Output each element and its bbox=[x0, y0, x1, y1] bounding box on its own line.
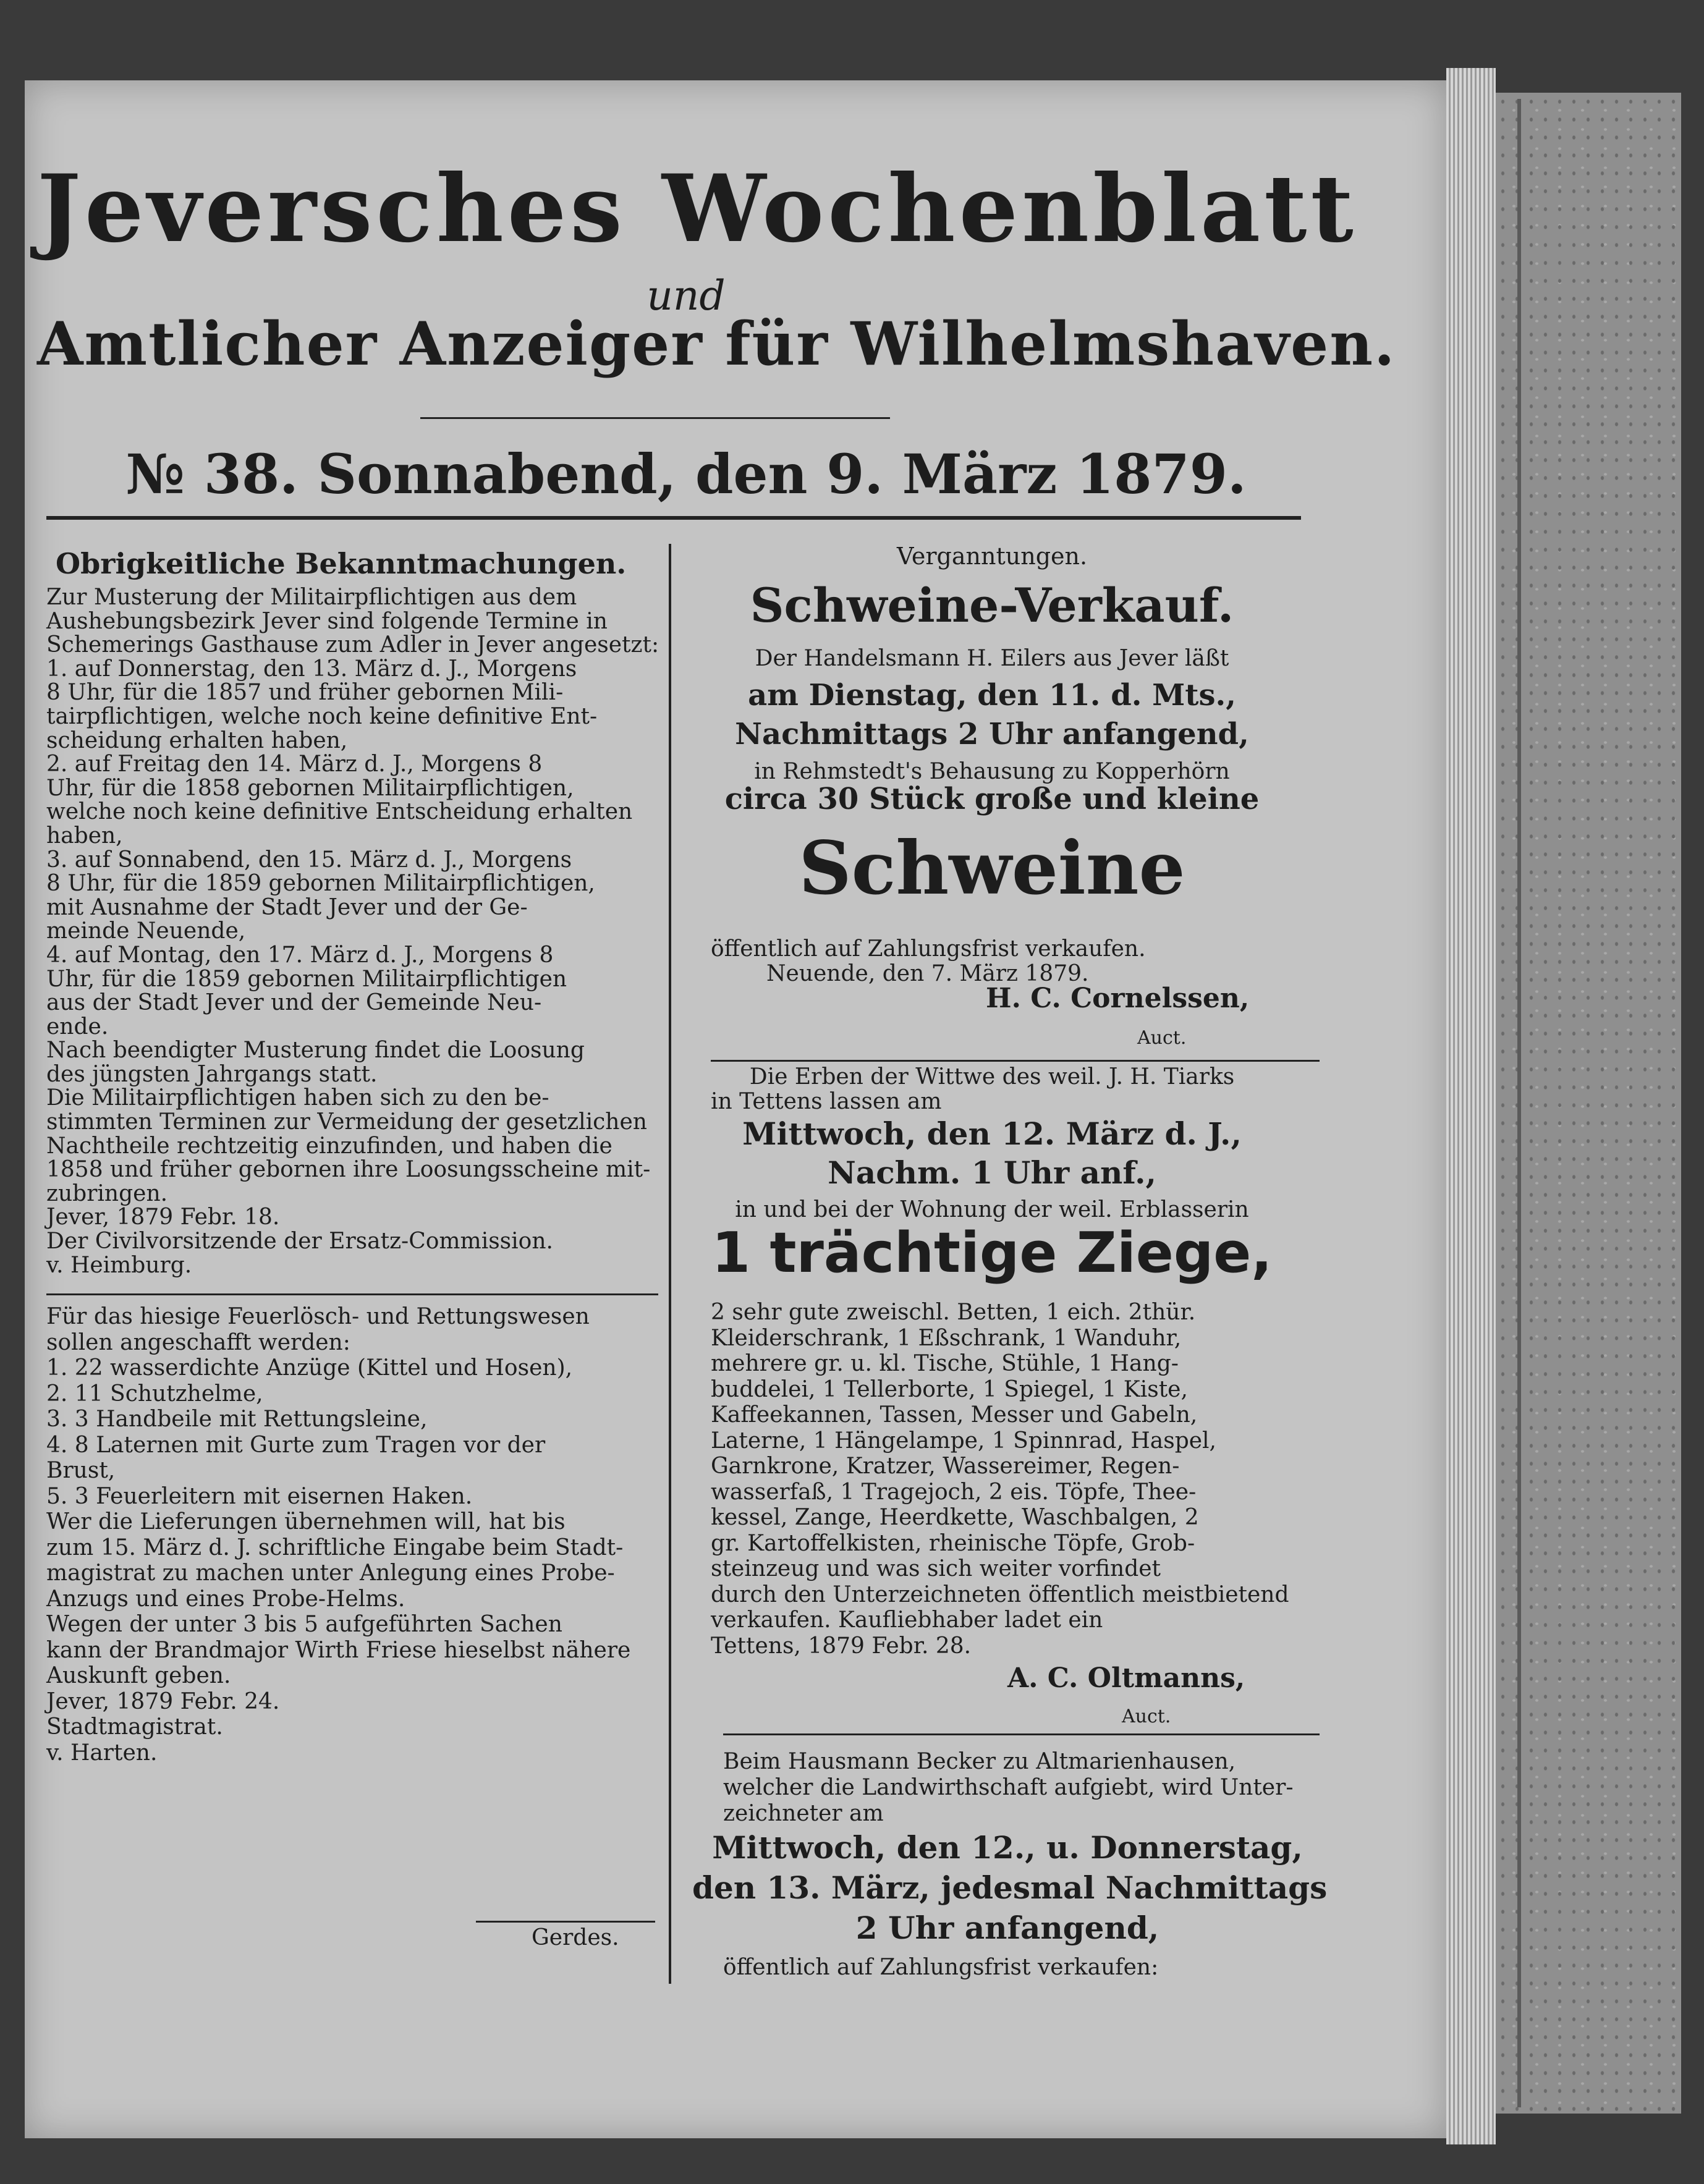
ad2-body-line: buddelei, 1 Tellerborte, 1 Spiegel, 1 Kiste, bbox=[711, 1376, 1188, 1402]
ad2-body-line: mehrere gr. u. kl. Tische, Stühle, 1 Hang- bbox=[711, 1351, 1179, 1376]
notice-line: ende. bbox=[46, 1014, 109, 1039]
ad2-line: in und bei der Wohnung der weil. Erblasserin bbox=[735, 1197, 1249, 1222]
ad1-line: öffentlich auf Zahlungsfrist verkaufen. bbox=[711, 936, 1146, 962]
notice-line: Nachtheile rechtzeitig einzufinden, und haben die bbox=[46, 1133, 613, 1159]
ad2-body-line: Tettens, 1879 Febr. 28. bbox=[711, 1633, 972, 1659]
left-separator bbox=[46, 1293, 658, 1295]
notice-line: welche noch keine definitive Entscheidung erhalten bbox=[46, 799, 633, 825]
ad1-line: am Dienstag, den 11. d. Mts., bbox=[748, 678, 1236, 713]
notice-line: 4. auf Montag, den 17. März d. J., Morgens 8 bbox=[46, 942, 554, 968]
notice-line: 1. 22 wasserdichte Anzüge (Kittel und Hosen), bbox=[46, 1355, 573, 1381]
notice-line: tairpflichtigen, welche noch keine definitive Ent- bbox=[46, 703, 598, 729]
ad2-body-line: kessel, Zange, Heerdkette, Waschbalgen, 2 bbox=[711, 1505, 1199, 1530]
ad3-line: öffentlich auf Zahlungsfrist verkaufen: bbox=[723, 1955, 1159, 1980]
notice-line: 8 Uhr, für die 1859 gebornen Militairpflichtigen, bbox=[46, 871, 595, 897]
notice-line: mit Ausnahme der Stadt Jever und der Ge- bbox=[46, 894, 528, 920]
ad2-line: Die Erben der Wittwe des weil. J. H. Tiarks bbox=[749, 1064, 1235, 1090]
notice-line: Stadtmagistrat. bbox=[46, 1714, 223, 1740]
notice-line: 1. auf Donnerstag, den 13. März d. J., Morgens bbox=[46, 656, 577, 682]
masthead-und: und bbox=[646, 272, 726, 320]
ad2-line: in Tettens lassen am bbox=[711, 1089, 942, 1114]
right-separator-2 bbox=[723, 1733, 1320, 1735]
column-divider bbox=[669, 544, 671, 1984]
notice-line: 2. auf Freitag den 14. März d. J., Morgens 8 bbox=[46, 751, 543, 777]
notice-line: zum 15. März d. J. schriftliche Eingabe beim Stadt- bbox=[46, 1534, 624, 1560]
notice-line: scheidung erhalten haben, bbox=[46, 727, 348, 753]
notice-line: des jüngsten Jahrgangs statt. bbox=[46, 1061, 378, 1087]
masthead-rule bbox=[420, 417, 890, 419]
ad2-body bbox=[711, 1300, 1323, 1659]
signature-rule bbox=[476, 1921, 655, 1923]
ad3-line: Beim Hausmann Becker zu Altmarienhausen, bbox=[723, 1749, 1236, 1774]
ad2-body-line: durch den Unterzeichneten öffentlich meistbietend bbox=[711, 1581, 1289, 1607]
notice-line: zubringen. bbox=[46, 1180, 168, 1206]
issue-line: № 38. Sonnabend, den 9. März 1879. bbox=[125, 442, 1247, 506]
ad2-headline: 1 trächtige Ziege, bbox=[711, 1221, 1273, 1285]
notice-line: Für das hiesige Feuerlösch- und Rettungswesen bbox=[46, 1304, 590, 1329]
left-heading: Obrigkeitliche Bekanntmachungen. bbox=[56, 547, 627, 580]
notice-line: Uhr, für die 1859 gebornen Militairpflichtigen bbox=[46, 966, 567, 992]
notice-line: kann der Brandmajor Wirth Friese hieselbst nähere bbox=[46, 1637, 631, 1663]
notice-line: meinde Neuende, bbox=[46, 918, 246, 944]
notice-line: haben, bbox=[46, 823, 123, 849]
notice-line: 2. 11 Schutzhelme, bbox=[46, 1381, 263, 1407]
notice-musterung bbox=[46, 585, 659, 1278]
ad2-signer-title: Auct. bbox=[1122, 1706, 1171, 1727]
ad1-line: Der Handelsmann H. Eilers aus Jever läßt bbox=[755, 646, 1229, 671]
ad1-signer: H. C. Cornelssen, bbox=[986, 983, 1250, 1014]
page-edges bbox=[1446, 68, 1496, 2144]
notice-line: Die Militairpflichtigen haben sich zu den be- bbox=[46, 1085, 549, 1111]
notice-line: Aushebungsbezirk Jever sind folgende Termine in bbox=[46, 608, 608, 634]
right-separator bbox=[711, 1060, 1320, 1062]
ad3-line: welcher die Landwirthschaft aufgiebt, wird Unter- bbox=[723, 1775, 1294, 1800]
ad3-line: den 13. März, jedesmal Nachmittags bbox=[692, 1869, 1328, 1906]
notice-signature: v. Harten. bbox=[46, 1740, 158, 1766]
notice-line: Schemerings Gasthause zum Adler in Jever angesetzt: bbox=[46, 632, 659, 658]
notice-line: Brust, bbox=[46, 1458, 116, 1483]
notice-line: Wegen der unter 3 bis 5 aufgeführten Sachen bbox=[46, 1612, 562, 1637]
ad3-line: Mittwoch, den 12., u. Donnerstag, bbox=[712, 1829, 1303, 1866]
ad1-line: Nachmittags 2 Uhr anfangend, bbox=[735, 717, 1249, 751]
ad3-line: zeichneter am bbox=[723, 1801, 884, 1826]
ad1-line: in Rehmstedt's Behausung zu Kopperhörn bbox=[754, 759, 1230, 784]
notice-line: sollen angeschafft werden: bbox=[46, 1329, 350, 1355]
notice-feuerloeschwesen bbox=[46, 1304, 652, 1766]
notice-line: stimmten Terminen zur Vermeidung der gesetzlichen bbox=[46, 1109, 647, 1135]
masthead-subtitle: Amtlicher Anzeiger für Wilhelmshaven. bbox=[37, 309, 1396, 379]
notice-line: Nach beendigter Musterung findet die Loosung bbox=[46, 1038, 585, 1064]
notice-line: Jever, 1879 Febr. 24. bbox=[46, 1688, 280, 1714]
ad2-body-line: Garnkrone, Kratzer, Wassereimer, Regen- bbox=[711, 1454, 1180, 1479]
ad2-line: Nachm. 1 Uhr anf., bbox=[828, 1154, 1156, 1191]
ad1-kicker: Verganntungen. bbox=[896, 543, 1088, 570]
ad2-signer: A. C. Oltmanns, bbox=[1007, 1662, 1245, 1694]
cover-board bbox=[1517, 99, 1672, 2107]
notice-line: Zur Musterung der Militairpflichtigen aus dem bbox=[46, 585, 577, 610]
notice-line: Auskunft geben. bbox=[46, 1663, 231, 1688]
notice-line: Der Civilvorsitzende der Ersatz-Commission. bbox=[46, 1229, 553, 1255]
notice-line: 1858 und früher gebornen ihre Loosungsscheine mit- bbox=[46, 1157, 651, 1183]
notice-line: aus der Stadt Jever und der Gemeinde Neu- bbox=[46, 990, 542, 1016]
notice-line: 5. 3 Feuerleitern mit eisernen Haken. bbox=[46, 1483, 473, 1509]
ad1-big-word: Schweine bbox=[799, 825, 1185, 911]
notice-line: Anzugs und eines Probe-Helms. bbox=[46, 1586, 405, 1612]
ad3-line: 2 Uhr anfangend, bbox=[855, 1910, 1159, 1946]
notice-line: 3. 3 Handbeile mit Rettungsleine, bbox=[46, 1407, 428, 1432]
ad2-body-line: Kaffeekannen, Tassen, Messer und Gabeln, bbox=[711, 1402, 1198, 1428]
ad2-line: Mittwoch, den 12. März d. J., bbox=[742, 1115, 1242, 1152]
notice-line: Wer die Lieferungen übernehmen will, hat bis bbox=[46, 1509, 566, 1534]
notice-line: Uhr, für die 1858 gebornen Militairpflichtigen, bbox=[46, 775, 574, 801]
notice-line: Jever, 1879 Febr. 18. bbox=[46, 1204, 280, 1230]
ad2-body-line: verkaufen. Kaufliebhaber ladet ein bbox=[711, 1607, 1103, 1633]
ad1-line: circa 30 Stück große und kleine bbox=[724, 782, 1260, 816]
ad2-body-line: steinzeug und was sich weiter vorfindet bbox=[711, 1556, 1161, 1581]
ad1-signer-title: Auct. bbox=[1137, 1027, 1187, 1049]
notice-line: 3. auf Sonnabend, den 15. März d. J., Morgens bbox=[46, 847, 572, 873]
issue-rule bbox=[46, 516, 1301, 520]
notice-line: 4. 8 Laternen mit Gurte zum Tragen vor der bbox=[46, 1432, 546, 1458]
ad2-body-line: 2 sehr gute zweischl. Betten, 1 eich. 2thür. bbox=[711, 1300, 1196, 1325]
notice-line: 8 Uhr, für die 1857 und früher gebornen Mili- bbox=[46, 680, 564, 706]
ad2-body-line: gr. Kartoffelkisten, rheinische Töpfe, Grob- bbox=[711, 1530, 1195, 1556]
notice-signature: v. Heimburg. bbox=[46, 1252, 192, 1278]
masthead-title: Jeversches Wochenblatt bbox=[37, 154, 1357, 263]
ad2-body-line: Kleiderschrank, 1 Eßschrank, 1 Wanduhr, bbox=[711, 1325, 1182, 1351]
ad1-headline: Schweine-Verkauf. bbox=[750, 578, 1234, 633]
notice-line: magistrat zu machen unter Anlegung eines Probe- bbox=[46, 1560, 615, 1586]
ad2-body-line: Laterne, 1 Hängelampe, 1 Spinnrad, Haspel, bbox=[711, 1428, 1216, 1454]
signature-gerdes: Gerdes. bbox=[532, 1925, 619, 1950]
ad2-body-line: wasserfaß, 1 Tragejoch, 2 eis. Töpfe, Thee- bbox=[711, 1479, 1197, 1505]
ad1-line: Neuende, den 7. März 1879. bbox=[766, 961, 1089, 986]
